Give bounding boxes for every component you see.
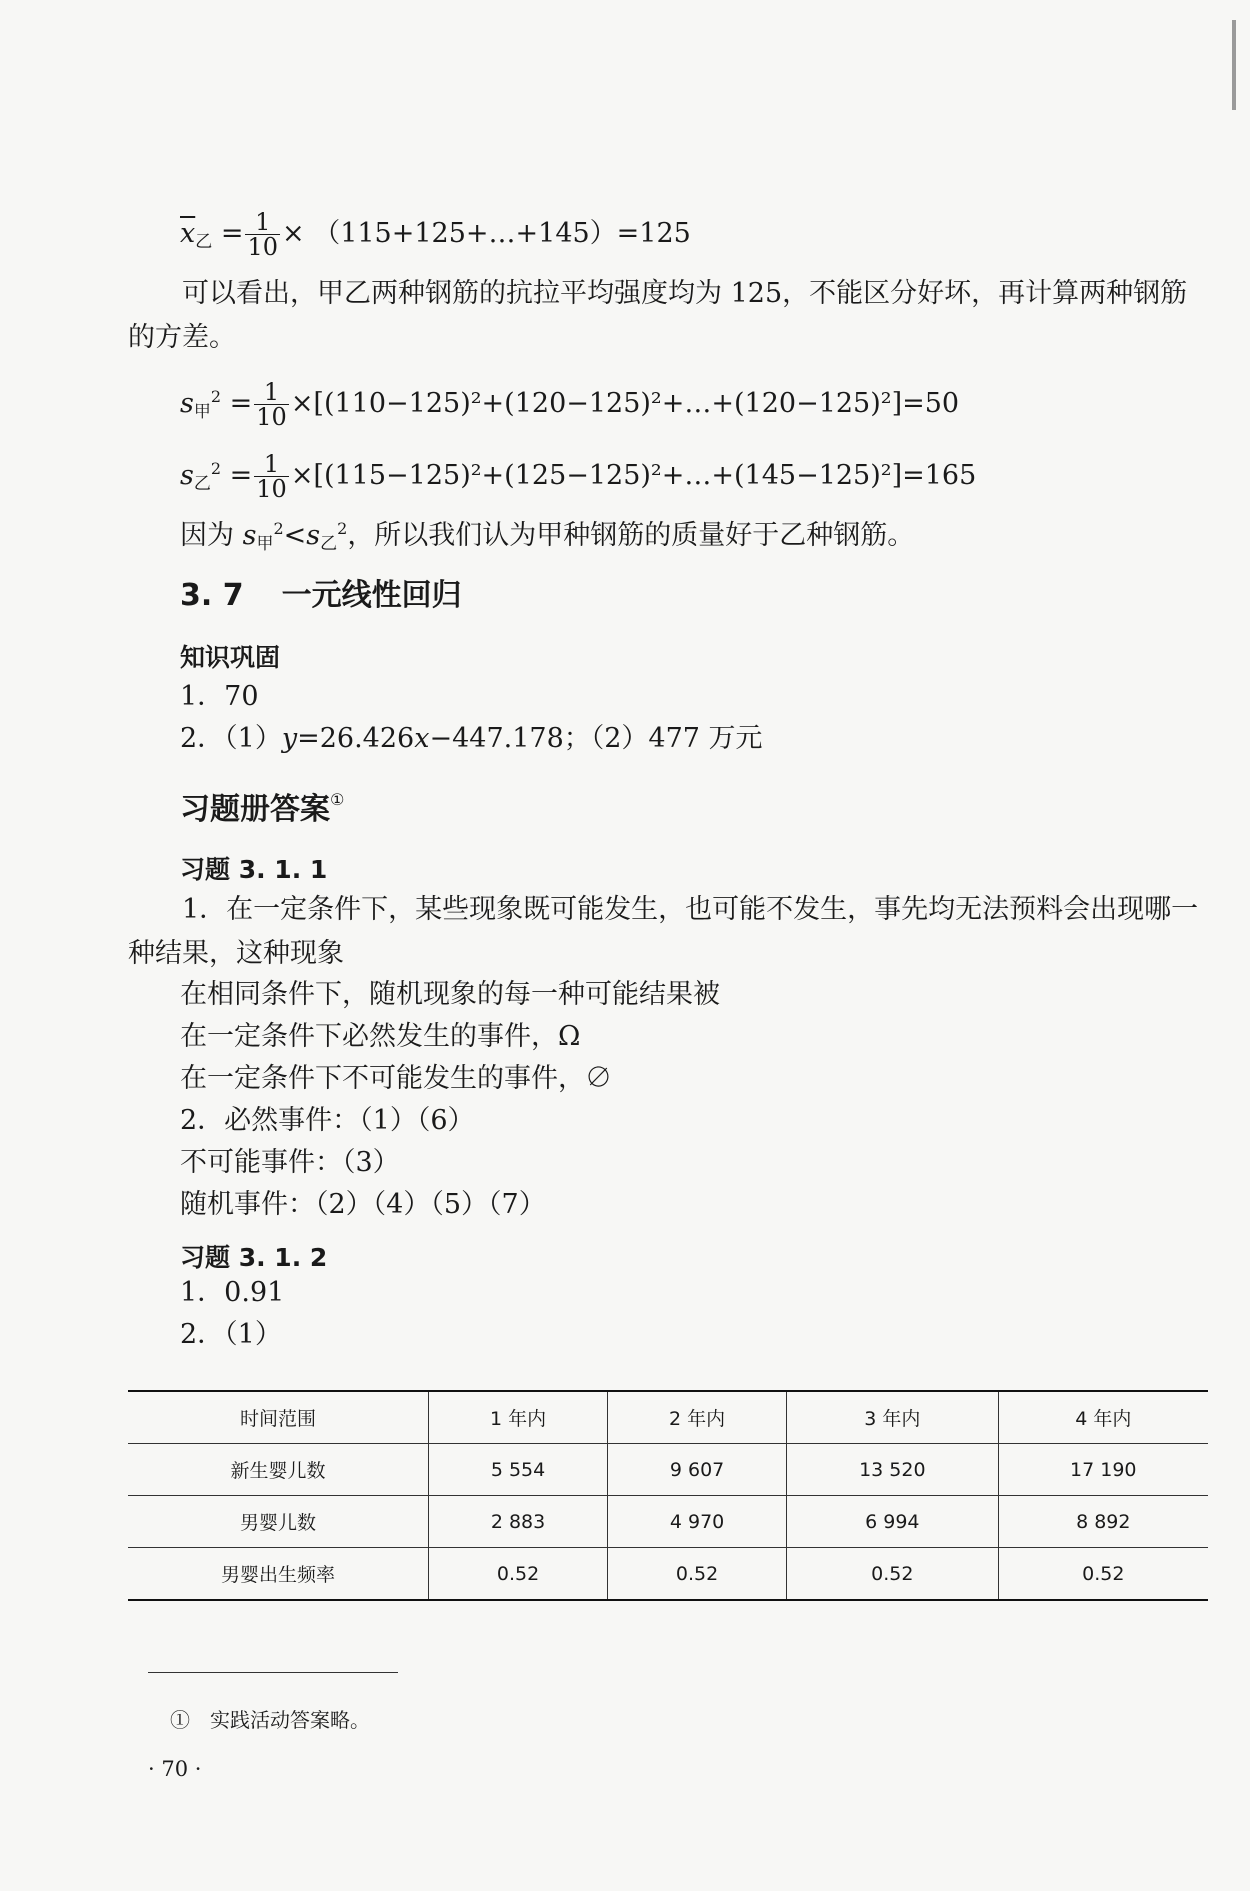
ex311-line-2: 在相同条件下，随机现象的每一种可能结果被: [180, 979, 720, 1010]
table-cell: 4 970: [608, 1496, 787, 1548]
answers-heading: 习题册答案①: [180, 790, 345, 827]
ex311-line-7: 随机事件：（2）（4）（5）（7）: [180, 1189, 546, 1220]
ex312-title: 习题 3. 1. 2: [180, 1243, 328, 1272]
zhishi-title: 知识巩固: [180, 643, 281, 672]
fraction: $\frac{1}{10}$: [256, 450, 287, 503]
ex311-line-5: 2．必然事件：（1）（6）: [180, 1105, 475, 1136]
page-number: · 70 ·: [148, 1757, 202, 1781]
section-title: 一元线性回归: [281, 578, 462, 613]
ex311-line-4: 在一定条件下不可能发生的事件，∅: [180, 1063, 612, 1094]
ex311-line-3: 在一定条件下必然发生的事件，Ω: [180, 1021, 581, 1052]
binding-edge-mark: [1232, 20, 1236, 110]
ex311-line-6: 不可能事件：（3）: [180, 1147, 400, 1178]
table-cell: 2 883: [429, 1496, 608, 1548]
fraction: $\frac{1}{10}$: [247, 208, 278, 261]
table-header-cell: 2 年内: [608, 1391, 787, 1444]
table-header-cell: 时间范围: [128, 1391, 429, 1444]
ex311-title: 习题 3. 1. 1: [180, 855, 328, 884]
table-cell: 13 520: [787, 1444, 998, 1496]
table-row: [128, 1496, 1208, 1548]
table-header-cell: 1 年内: [429, 1391, 608, 1444]
table-header-row: [128, 1391, 1208, 1444]
ex312-item-2: 2．（1）: [180, 1319, 282, 1350]
zhishi-item-1: 1．70: [180, 681, 259, 712]
table-cell: 6 994: [787, 1496, 998, 1548]
formula-variance-jia: $s_甲^2$ = $\frac{1}{10}$ ×[(110−125)²+(120−125)²+…+(120−125)²]=50: [180, 378, 960, 431]
table-cell: 男婴儿数: [128, 1496, 429, 1548]
table-row: [128, 1548, 1208, 1601]
table-cell: 5 554: [429, 1444, 608, 1496]
table-cell: 0.52: [608, 1548, 787, 1601]
table-cell: 17 190: [998, 1444, 1208, 1496]
section-number: 3. 7: [180, 578, 244, 613]
ex312-item-1: 1．0.91: [180, 1277, 285, 1308]
ex311-line-1: 1．在一定条件下，某些现象既可能发生，也可能不发生，事先均无法预料会出现哪一种结果，这种现象: [128, 894, 1199, 969]
table-row: [128, 1444, 1208, 1496]
paragraph-mean-comparison: 可以看出，甲乙两种钢筋的抗拉平均强度均为 125，不能区分好坏，再计算两种钢筋的方差。: [128, 278, 1188, 353]
footnote: ① 实践活动答案略。: [170, 1708, 370, 1732]
table-cell: 0.52: [998, 1548, 1208, 1601]
formula-mean-yi: $\overline{x}_乙$ = $\frac{1}{10}$ × （115+125+…+145）=125: [180, 208, 691, 261]
table-cell: 0.52: [787, 1548, 998, 1601]
table-cell: 0.52: [429, 1548, 608, 1601]
table-cell: 8 892: [998, 1496, 1208, 1548]
table-cell: 新生婴儿数: [128, 1444, 429, 1496]
table-header-cell: 4 年内: [998, 1391, 1208, 1444]
formula-variance-yi: $s_乙^2$ = $\frac{1}{10}$ ×[(115−125)²+(125−125)²+…+(145−125)²]=165: [180, 450, 977, 503]
section-heading: [180, 570, 462, 614]
table-header-cell: 3 年内: [787, 1391, 998, 1444]
table-cell: 9 607: [608, 1444, 787, 1496]
footnote-divider: [148, 1672, 398, 1673]
footnote-marker: ①: [330, 790, 345, 809]
conclusion-line: 因为 $s_甲^2<s_乙^2$，所以我们认为甲种钢筋的质量好于乙种钢筋。: [180, 519, 915, 554]
table-cell: 男婴出生频率: [128, 1548, 429, 1601]
zhishi-item-2: 2．（1）y=26.426x−447.178；（2）477 万元: [180, 723, 763, 754]
birth-frequency-table: [128, 1390, 1208, 1601]
fraction: $\frac{1}{10}$: [256, 378, 287, 431]
